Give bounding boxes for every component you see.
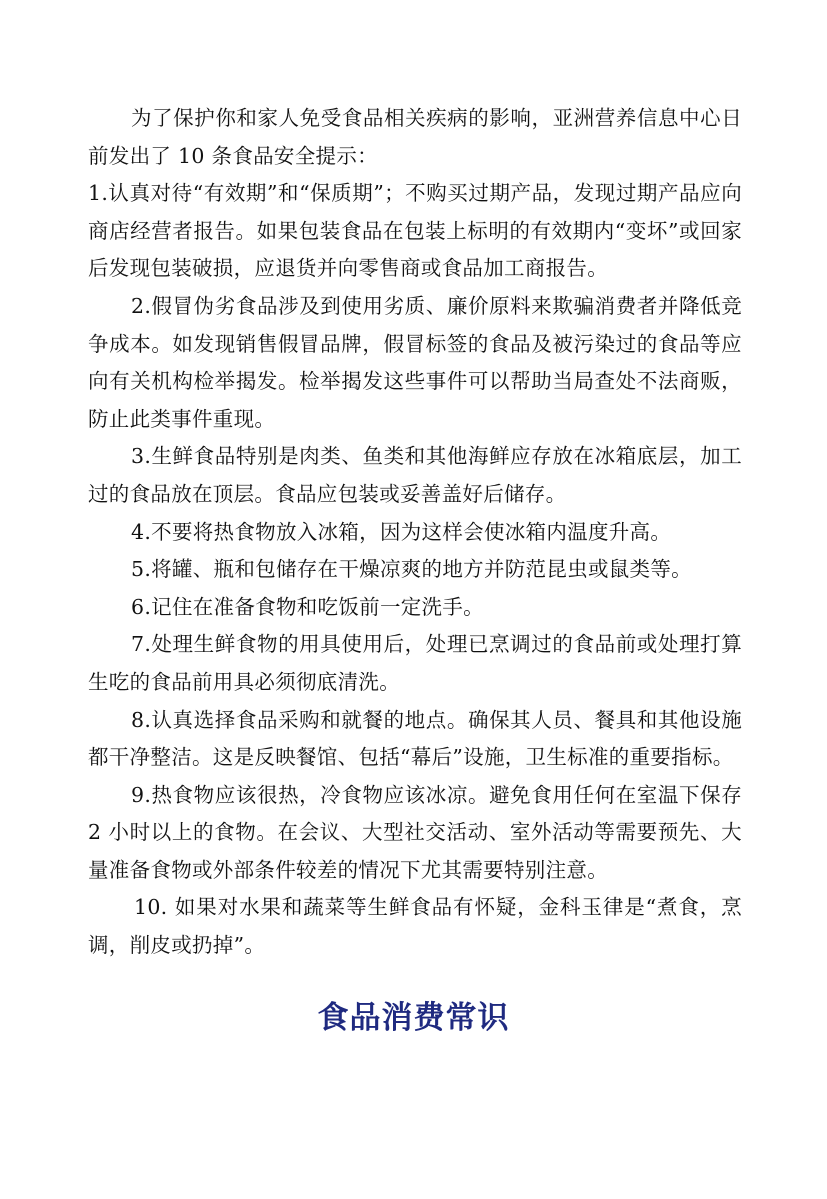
tip-6: 6.记住在准备食物和吃饭前一定洗手。	[131, 594, 484, 619]
tip-1: 1.认真对待“有效期”和“保质期”；不购买过期产品，发现过期产品应向商店经营者报告。如果包装食品在包装上标明的有效期内“变坏”或回家后发现包装破损，应退货并向零售商或食品加工商报告。	[88, 181, 742, 281]
tip-3: 3.生鲜食品特别是肉类、鱼类和其他海鲜应存放在冰箱底层，加工过的食品放在顶层。食品应包装或妥善盖好后储存。	[88, 444, 742, 506]
intro-paragraph: 为了保护你和家人免受食品相关疾病的影响，亚洲营养信息中心日前发出了 10 条食品安全提示：	[88, 106, 742, 168]
tip-7: 7.处理生鲜食物的用具使用后，处理已烹调过的食品前或处理打算生吃的食品前用具必须彻底清洗。	[88, 632, 742, 694]
tip-8: 8.认真选择食品采购和就餐的地点。确保其人员、餐具和其他设施都干净整洁。这是反映餐馆、包括“幕后”设施，卫生标准的重要指标。	[88, 707, 742, 770]
tip-4: 4.不要将热食物放入冰箱，因为这样会使冰箱内温度升高。	[131, 519, 672, 544]
tip-10: 10. 如果对水果和蔬菜等生鲜食品有怀疑，金科玉律是“煮食，烹调，削皮或扔掉”。	[88, 895, 742, 958]
tip-5: 5.将罐、瓶和包储存在干燥凉爽的地方并防范昆虫或鼠类等。	[131, 557, 692, 582]
tip-9: 9.热食物应该很热，冷食物应该冰凉。避免食用任何在室温下保存 2 小时以上的食物。在会议、大型社交活动、室外活动等需要预先、大量准备食物或外部条件较差的情况下尤其需要特别注意。	[88, 782, 742, 882]
document-body	[88, 100, 742, 965]
page-title: 食品消费常识	[317, 1000, 510, 1036]
tip-2: 2.假冒伪劣食品涉及到使用劣质、廉价原料来欺骗消费者并降低竞争成本。如发现销售假冒品牌，假冒标签的食品及被污染过的食品等应向有关机构检举揭发。检举揭发这些事件可以帮助当局查处不法商贩，防止此类事件重现。	[88, 293, 742, 431]
